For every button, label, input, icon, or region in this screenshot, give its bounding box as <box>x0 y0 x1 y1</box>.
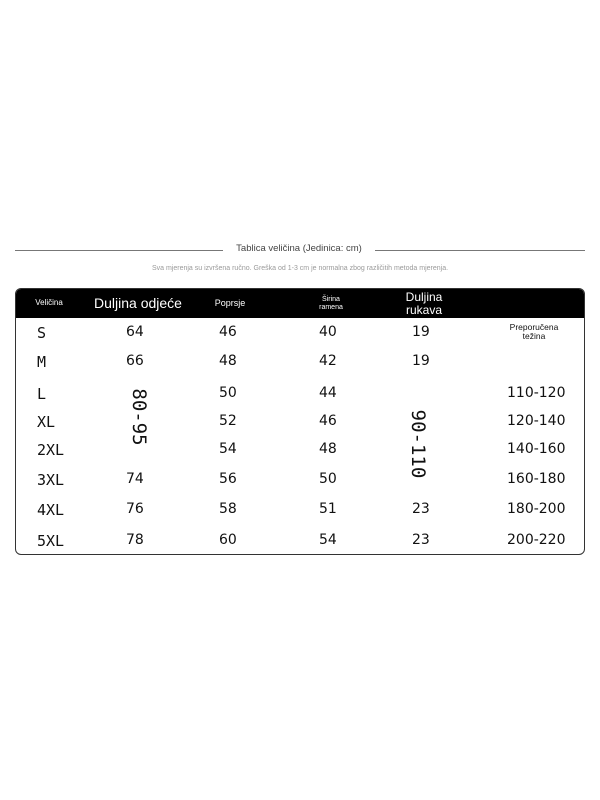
chest-cell: 60 <box>219 532 237 548</box>
length-cell: 64 <box>126 324 144 340</box>
length-cell: 66 <box>126 353 144 369</box>
shoulder-cell: 54 <box>319 532 337 548</box>
sleeve-cell: 19 <box>412 324 430 340</box>
chest-cell: 46 <box>219 324 237 340</box>
title-divider-right <box>375 250 585 251</box>
weight-cell: 160-180 <box>507 471 566 487</box>
weight-cell: 110-120 <box>507 385 566 401</box>
title-divider-left <box>15 250 223 251</box>
header-length: Duljina odjeće <box>94 295 182 312</box>
size-cell: 4XL <box>37 501 65 519</box>
chest-cell: 52 <box>219 413 237 429</box>
sleeve-cell: 23 <box>412 501 430 517</box>
header-chest: Poprsje <box>214 297 246 308</box>
shoulder-cell: 40 <box>319 324 337 340</box>
shoulder-cell: 44 <box>319 385 337 401</box>
shoulder-cell: 46 <box>319 413 337 429</box>
size-cell: S <box>37 324 47 342</box>
length-cell: 78 <box>126 532 144 548</box>
header-recommended-line1: Preporučena <box>509 322 559 332</box>
table-header <box>16 289 584 318</box>
title-row <box>15 243 585 257</box>
size-cell: M <box>37 353 47 371</box>
header-sleeve <box>386 289 462 318</box>
chest-cell: 56 <box>219 471 237 487</box>
sleeve-cell: 23 <box>412 532 430 548</box>
sleeve-range-overlay: 90-110 <box>407 409 429 479</box>
size-cell: 3XL <box>37 471 65 489</box>
size-table <box>15 288 585 555</box>
size-cell: 5XL <box>37 532 65 550</box>
header-shoulder <box>300 289 362 318</box>
chest-cell: 54 <box>219 441 237 457</box>
header-shoulder-line1: Širina <box>322 296 340 304</box>
size-cell: XL <box>37 413 56 431</box>
weight-cell: 180-200 <box>507 501 566 517</box>
size-cell: L <box>37 385 47 403</box>
length-range-overlay: 80-95 <box>128 388 150 446</box>
chest-cell: 58 <box>219 501 237 517</box>
weight-cell: 120-140 <box>507 413 566 429</box>
header-recommended-line2: težina <box>522 331 546 342</box>
weight-cell: 140-160 <box>507 441 566 457</box>
header-recommended-weight <box>494 323 574 342</box>
chest-cell: 50 <box>219 385 237 401</box>
header-sleeve-line1: Duljina <box>405 289 443 304</box>
sleeve-cell: 19 <box>412 353 430 369</box>
shoulder-cell: 48 <box>319 441 337 457</box>
shoulder-cell: 51 <box>319 501 337 517</box>
shoulder-cell: 50 <box>319 471 337 487</box>
length-cell: 74 <box>126 471 144 487</box>
chest-cell: 48 <box>219 353 237 369</box>
header-shoulder-line2: ramena <box>319 303 343 311</box>
chart-title: Tablica veličina (Jedinica: cm) <box>236 243 362 254</box>
size-cell: 2XL <box>37 441 65 459</box>
length-cell: 76 <box>126 501 144 517</box>
header-sleeve-line2: rukava <box>405 302 443 317</box>
weight-cell: 200-220 <box>507 532 566 548</box>
shoulder-cell: 42 <box>319 353 337 369</box>
header-size: Veličina <box>35 298 63 308</box>
measurement-note: Sva mjerenja su izvršena ručno. Greška od 1-3 cm je normalna zbog različitih metoda mjerenja. <box>151 265 449 272</box>
